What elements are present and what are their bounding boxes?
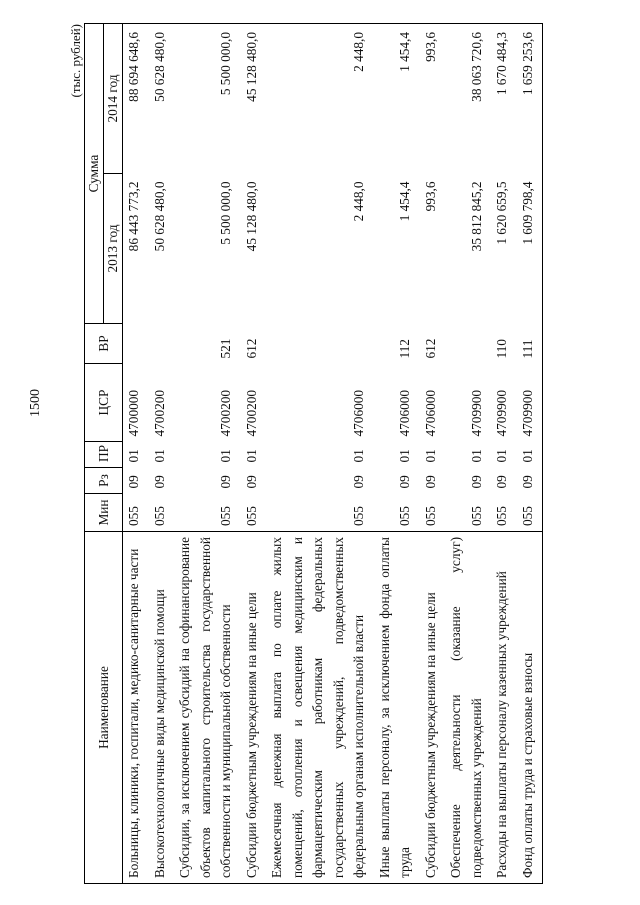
table-row: [491, 24, 517, 884]
table-row: [445, 24, 491, 884]
row-rz: 09: [517, 468, 543, 494]
row-min: 055: [126, 506, 141, 526]
row-csr: 4709900: [468, 389, 484, 437]
header-2014: 2014 год: [104, 24, 123, 174]
row-min: 055: [468, 506, 484, 526]
header-sum: Сумма: [85, 24, 104, 324]
row-pr: 01: [422, 449, 438, 463]
row-vr: [266, 324, 374, 364]
row-csr: 4709900: [517, 364, 543, 442]
row-rz: 09: [397, 475, 412, 489]
table-row: [241, 24, 267, 884]
row-rz: 09: [494, 475, 509, 489]
row-sum-2014: 1 454,4: [374, 24, 420, 174]
row-sum-2013: 1 454,4: [397, 181, 412, 222]
table-row: [374, 24, 420, 884]
row-pr: 01: [126, 449, 141, 463]
row-sum-2013: 993,6: [422, 181, 438, 212]
row-vr: 111: [517, 324, 543, 364]
row-vr: 112: [397, 339, 412, 359]
row-name: Субсидии бюджетным учреждениям на иные цели: [241, 532, 267, 884]
row-rz: 09: [243, 475, 259, 489]
table-row: [174, 24, 241, 884]
page-number: 1500: [28, 389, 43, 417]
row-rz: 09: [126, 475, 141, 489]
row-sum-2013: 45 128 480,0: [243, 181, 259, 252]
row-pr: 01: [468, 449, 484, 463]
row-rz: 09: [151, 475, 167, 489]
header-name: Наименование: [85, 532, 123, 884]
units-note: (тыс. рублей): [68, 24, 83, 98]
row-sum-2014: 38 063 720,6: [445, 24, 491, 174]
row-sum-2014: 88 694 648,6: [123, 24, 149, 174]
row-sum-2014: 2 448,0: [266, 24, 374, 174]
row-csr: 4706000: [397, 389, 412, 437]
row-pr: 01: [151, 449, 167, 463]
row-pr: 01: [243, 449, 259, 463]
row-min: 055: [494, 506, 509, 526]
row-csr: 4700200: [218, 389, 233, 437]
row-vr: 521: [218, 338, 233, 359]
row-name: Субсидии бюджетным учреждениям на иные цели: [420, 532, 446, 884]
row-csr: 4700000: [126, 389, 141, 437]
row-sum-2013: 50 628 480,0: [151, 181, 167, 252]
row-rz: 09: [351, 475, 366, 489]
table-row: [420, 24, 446, 884]
row-pr: 01: [494, 449, 509, 463]
budget-table: [84, 23, 543, 884]
rotated-page-content: [68, 24, 628, 884]
row-name: Обеспечение деятельности (оказание услуг) подведомственных учреждений: [445, 532, 491, 884]
row-sum-2013: 2 448,0: [351, 181, 366, 222]
row-min: 055: [422, 506, 438, 526]
table-row: [149, 24, 175, 884]
row-vr: [445, 324, 491, 364]
row-vr: 612: [243, 338, 259, 359]
row-min: 055: [151, 506, 167, 526]
row-sum-2013: 5 500 000,0: [218, 181, 233, 245]
row-rz: 09: [422, 475, 438, 489]
row-vr: 612: [422, 338, 438, 359]
row-sum-2013: 1 620 659,5: [494, 181, 509, 245]
header-2013: 2013 год: [104, 174, 123, 324]
table-row: [517, 24, 543, 884]
row-sum-2014: 5 500 000,0: [174, 24, 241, 174]
row-sum-2014: 50 628 480,0: [149, 24, 175, 174]
header-vr: ВР: [85, 324, 123, 364]
row-min: 055: [243, 506, 259, 526]
row-sum-2014: 1 670 484,3: [491, 24, 517, 174]
header-min: Мин: [85, 494, 123, 532]
row-vr: [149, 324, 175, 364]
row-min: 055: [397, 506, 412, 526]
row-name: Больницы, клиники, госпитали, медико-санитарные части: [123, 532, 149, 884]
row-csr: 4706000: [422, 389, 438, 437]
table-body: [123, 24, 543, 884]
row-csr: 4706000: [351, 389, 366, 437]
header-rz: Рз: [85, 468, 123, 494]
row-csr: 4709900: [494, 389, 509, 437]
row-pr: 01: [218, 449, 233, 463]
header-csr: ЦСР: [85, 364, 123, 442]
row-pr: 01: [351, 449, 366, 463]
row-rz: 09: [468, 475, 484, 489]
row-sum-2014: 993,6: [420, 24, 446, 174]
row-name: Ежемесячная денежная выплата по оплате жилых помещений, отопления и освещения медицинским и фармацевтическим работникам федеральных государственных учреждений, подведомственных федеральным органам исполнительной власти: [266, 532, 374, 884]
row-sum-2014: 45 128 480,0: [241, 24, 267, 174]
row-csr: 4700200: [151, 389, 167, 437]
row-pr: 01: [397, 449, 412, 463]
row-name: Высокотехнологичные виды медицинской помощи: [149, 532, 175, 884]
row-min: 055: [218, 506, 233, 526]
table-row: [266, 24, 374, 884]
header-pr: ПР: [85, 442, 123, 468]
row-name: Расходы на выплаты персоналу казенных учреждений: [491, 532, 517, 884]
row-name: Иные выплаты персоналу, за исключением фонда оплаты труда: [374, 532, 420, 884]
row-min: 055: [517, 494, 543, 532]
row-rz: 09: [218, 475, 233, 489]
row-sum-2013: 1 609 798,4: [517, 174, 543, 324]
row-pr: 01: [517, 442, 543, 468]
row-vr: 110: [494, 339, 509, 359]
row-sum-2014: 1 659 253,6: [517, 24, 543, 174]
row-vr: [123, 324, 149, 364]
row-min: 055: [351, 506, 366, 526]
table-row: [123, 24, 149, 884]
row-name: Фонд оплаты труда и страховые взносы: [517, 532, 543, 884]
row-sum-2013: 86 443 773,2: [126, 181, 141, 252]
row-sum-2013: 35 812 845,2: [468, 181, 484, 252]
row-name: Субсидии, за исключением субсидий на софинансирование объектов капитального строительства государственной собственности и муниципальной собственности: [174, 532, 241, 884]
row-csr: 4700200: [243, 389, 259, 437]
